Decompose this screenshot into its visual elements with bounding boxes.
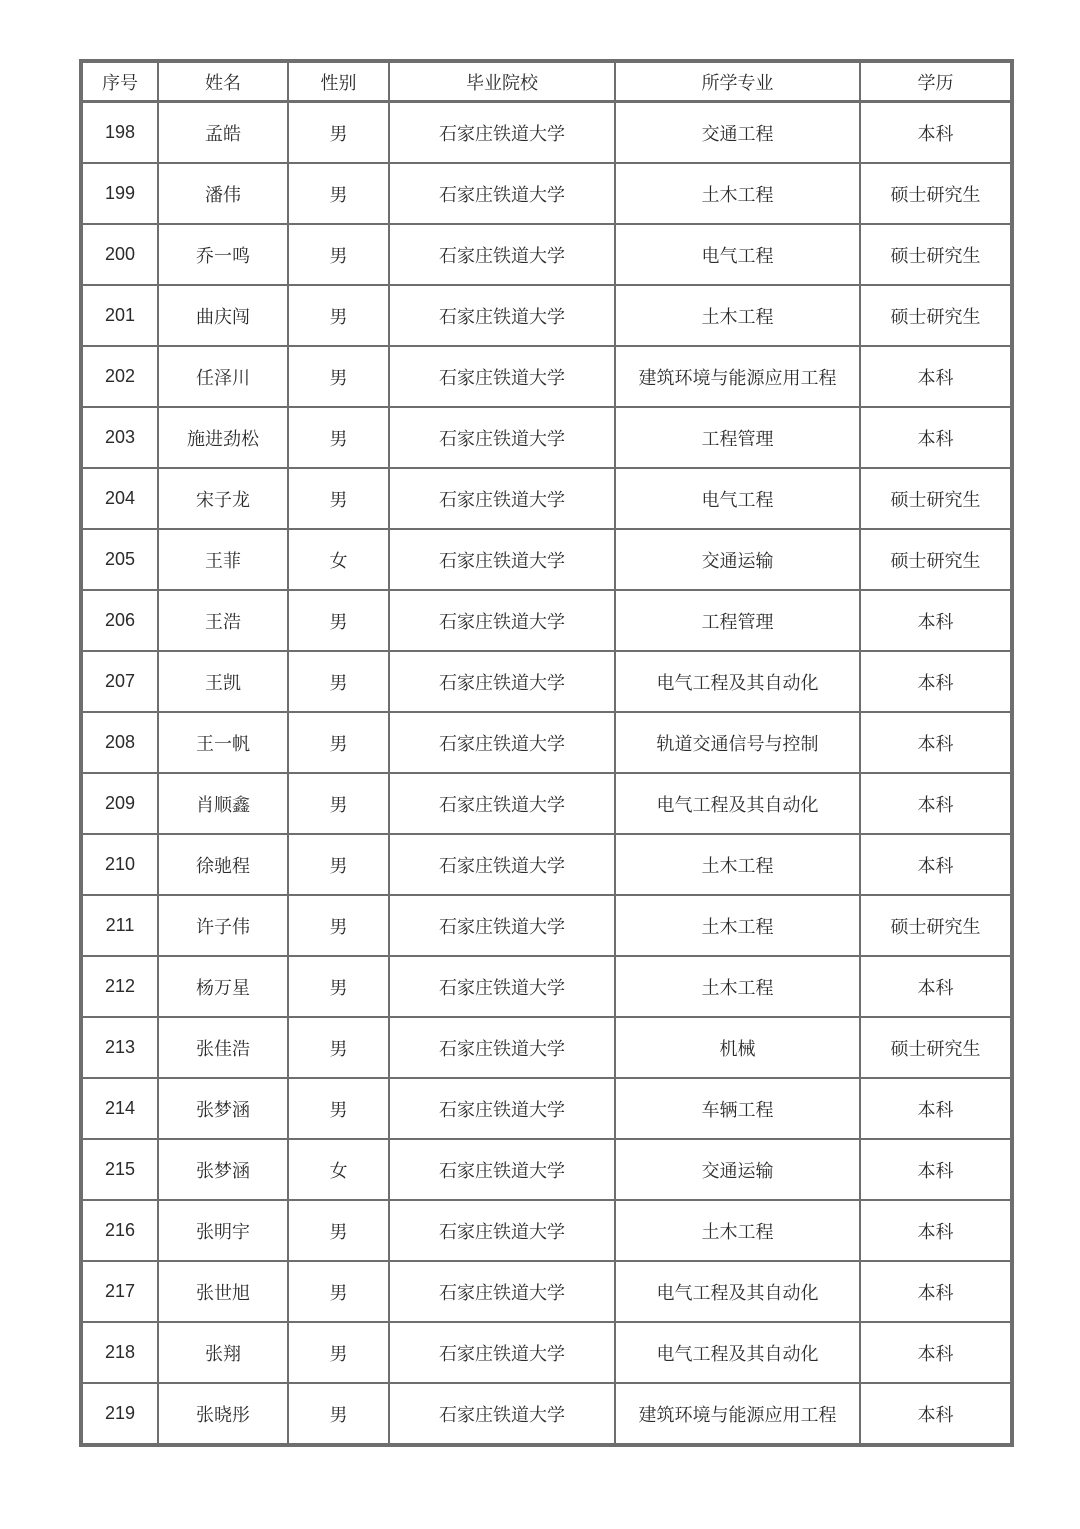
cell-school: 石家庄铁道大学	[389, 1383, 615, 1444]
table-row	[82, 468, 1011, 529]
header-gender: 性别	[288, 62, 389, 102]
cell-major: 工程管理	[615, 407, 860, 468]
cell-major: 交通运输	[615, 529, 860, 590]
cell-seq: 216	[82, 1200, 158, 1261]
cell-seq: 218	[82, 1322, 158, 1383]
cell-degree: 硕士研究生	[860, 468, 1011, 529]
cell-seq: 203	[82, 407, 158, 468]
roster-sheet	[81, 61, 1010, 1445]
cell-name: 任泽川	[158, 346, 288, 407]
cell-name: 徐驰程	[158, 834, 288, 895]
table-row	[82, 1139, 1011, 1200]
cell-major: 电气工程及其自动化	[615, 1322, 860, 1383]
cell-seq: 214	[82, 1078, 158, 1139]
table-row	[82, 1261, 1011, 1322]
cell-degree: 本科	[860, 1383, 1011, 1444]
cell-gender: 男	[288, 590, 389, 651]
cell-name: 潘伟	[158, 163, 288, 224]
cell-gender: 男	[288, 895, 389, 956]
header-seq: 序号	[82, 62, 158, 102]
cell-degree: 硕士研究生	[860, 285, 1011, 346]
cell-degree: 本科	[860, 1322, 1011, 1383]
cell-school: 石家庄铁道大学	[389, 712, 615, 773]
table-row	[82, 224, 1011, 285]
cell-name: 杨万星	[158, 956, 288, 1017]
cell-major: 土木工程	[615, 956, 860, 1017]
cell-name: 张佳浩	[158, 1017, 288, 1078]
cell-gender: 男	[288, 834, 389, 895]
cell-major: 土木工程	[615, 1200, 860, 1261]
roster-table	[81, 61, 1012, 1445]
table-row	[82, 590, 1011, 651]
cell-school: 石家庄铁道大学	[389, 1078, 615, 1139]
cell-school: 石家庄铁道大学	[389, 346, 615, 407]
cell-seq: 201	[82, 285, 158, 346]
cell-name: 王菲	[158, 529, 288, 590]
table-row	[82, 102, 1011, 164]
cell-degree: 本科	[860, 346, 1011, 407]
cell-gender: 男	[288, 346, 389, 407]
cell-school: 石家庄铁道大学	[389, 529, 615, 590]
table-row	[82, 1078, 1011, 1139]
cell-major: 建筑环境与能源应用工程	[615, 1383, 860, 1444]
cell-major: 土木工程	[615, 163, 860, 224]
cell-school: 石家庄铁道大学	[389, 102, 615, 164]
cell-seq: 208	[82, 712, 158, 773]
cell-seq: 198	[82, 102, 158, 164]
cell-degree: 本科	[860, 1139, 1011, 1200]
cell-degree: 本科	[860, 1261, 1011, 1322]
header-major: 所学专业	[615, 62, 860, 102]
cell-degree: 本科	[860, 712, 1011, 773]
cell-seq: 205	[82, 529, 158, 590]
cell-school: 石家庄铁道大学	[389, 163, 615, 224]
cell-gender: 男	[288, 1322, 389, 1383]
table-row	[82, 1200, 1011, 1261]
cell-school: 石家庄铁道大学	[389, 773, 615, 834]
table-row	[82, 773, 1011, 834]
table-row	[82, 407, 1011, 468]
header-degree: 学历	[860, 62, 1011, 102]
cell-name: 张翔	[158, 1322, 288, 1383]
cell-name: 张梦涵	[158, 1078, 288, 1139]
cell-seq: 211	[82, 895, 158, 956]
table-row	[82, 1383, 1011, 1444]
cell-degree: 硕士研究生	[860, 1017, 1011, 1078]
cell-major: 土木工程	[615, 834, 860, 895]
cell-degree: 本科	[860, 1200, 1011, 1261]
cell-seq: 204	[82, 468, 158, 529]
table-row	[82, 285, 1011, 346]
cell-seq: 199	[82, 163, 158, 224]
cell-school: 石家庄铁道大学	[389, 407, 615, 468]
cell-major: 轨道交通信号与控制	[615, 712, 860, 773]
cell-school: 石家庄铁道大学	[389, 468, 615, 529]
cell-gender: 男	[288, 956, 389, 1017]
cell-school: 石家庄铁道大学	[389, 224, 615, 285]
cell-major: 车辆工程	[615, 1078, 860, 1139]
cell-seq: 202	[82, 346, 158, 407]
table-row	[82, 895, 1011, 956]
cell-name: 乔一鸣	[158, 224, 288, 285]
table-row	[82, 163, 1011, 224]
cell-gender: 男	[288, 651, 389, 712]
cell-gender: 男	[288, 468, 389, 529]
cell-gender: 男	[288, 1078, 389, 1139]
cell-degree: 硕士研究生	[860, 529, 1011, 590]
cell-degree: 本科	[860, 773, 1011, 834]
cell-degree: 本科	[860, 651, 1011, 712]
cell-gender: 男	[288, 1200, 389, 1261]
cell-major: 电气工程及其自动化	[615, 651, 860, 712]
cell-major: 工程管理	[615, 590, 860, 651]
cell-degree: 硕士研究生	[860, 895, 1011, 956]
cell-seq: 200	[82, 224, 158, 285]
cell-major: 交通工程	[615, 102, 860, 164]
cell-gender: 女	[288, 1139, 389, 1200]
cell-school: 石家庄铁道大学	[389, 895, 615, 956]
cell-seq: 207	[82, 651, 158, 712]
cell-seq: 215	[82, 1139, 158, 1200]
cell-gender: 男	[288, 712, 389, 773]
cell-school: 石家庄铁道大学	[389, 1261, 615, 1322]
cell-seq: 209	[82, 773, 158, 834]
cell-major: 电气工程及其自动化	[615, 773, 860, 834]
table-row	[82, 1322, 1011, 1383]
cell-major: 交通运输	[615, 1139, 860, 1200]
cell-seq: 210	[82, 834, 158, 895]
cell-degree: 本科	[860, 590, 1011, 651]
cell-name: 张明宇	[158, 1200, 288, 1261]
table-row	[82, 651, 1011, 712]
table-row	[82, 712, 1011, 773]
cell-gender: 男	[288, 224, 389, 285]
cell-gender: 女	[288, 529, 389, 590]
cell-name: 曲庆闯	[158, 285, 288, 346]
cell-school: 石家庄铁道大学	[389, 1017, 615, 1078]
cell-degree: 本科	[860, 102, 1011, 164]
cell-name: 张梦涵	[158, 1139, 288, 1200]
cell-degree: 本科	[860, 834, 1011, 895]
cell-name: 许子伟	[158, 895, 288, 956]
table-row	[82, 1017, 1011, 1078]
cell-seq: 213	[82, 1017, 158, 1078]
cell-gender: 男	[288, 773, 389, 834]
cell-gender: 男	[288, 285, 389, 346]
table-row	[82, 956, 1011, 1017]
cell-name: 张晓彤	[158, 1383, 288, 1444]
table-row	[82, 346, 1011, 407]
cell-gender: 男	[288, 1017, 389, 1078]
cell-name: 施进劲松	[158, 407, 288, 468]
header-name: 姓名	[158, 62, 288, 102]
cell-degree: 硕士研究生	[860, 163, 1011, 224]
cell-major: 建筑环境与能源应用工程	[615, 346, 860, 407]
cell-degree: 本科	[860, 407, 1011, 468]
table-row	[82, 834, 1011, 895]
cell-name: 张世旭	[158, 1261, 288, 1322]
cell-gender: 男	[288, 1261, 389, 1322]
cell-school: 石家庄铁道大学	[389, 1139, 615, 1200]
cell-major: 电气工程	[615, 468, 860, 529]
cell-school: 石家庄铁道大学	[389, 834, 615, 895]
table-header-row	[82, 62, 1011, 102]
cell-school: 石家庄铁道大学	[389, 285, 615, 346]
cell-name: 肖顺鑫	[158, 773, 288, 834]
cell-name: 孟皓	[158, 102, 288, 164]
cell-gender: 男	[288, 1383, 389, 1444]
cell-seq: 219	[82, 1383, 158, 1444]
cell-degree: 本科	[860, 1078, 1011, 1139]
cell-gender: 男	[288, 163, 389, 224]
table-body	[82, 102, 1011, 1445]
header-school: 毕业院校	[389, 62, 615, 102]
cell-gender: 男	[288, 407, 389, 468]
cell-seq: 206	[82, 590, 158, 651]
cell-major: 电气工程	[615, 224, 860, 285]
table-row	[82, 529, 1011, 590]
cell-major: 电气工程及其自动化	[615, 1261, 860, 1322]
cell-name: 王凯	[158, 651, 288, 712]
cell-school: 石家庄铁道大学	[389, 1200, 615, 1261]
cell-school: 石家庄铁道大学	[389, 956, 615, 1017]
cell-degree: 本科	[860, 956, 1011, 1017]
cell-school: 石家庄铁道大学	[389, 590, 615, 651]
cell-name: 王浩	[158, 590, 288, 651]
cell-name: 宋子龙	[158, 468, 288, 529]
cell-school: 石家庄铁道大学	[389, 651, 615, 712]
cell-gender: 男	[288, 102, 389, 164]
cell-school: 石家庄铁道大学	[389, 1322, 615, 1383]
cell-major: 机械	[615, 1017, 860, 1078]
cell-name: 王一帆	[158, 712, 288, 773]
cell-major: 土木工程	[615, 895, 860, 956]
cell-major: 土木工程	[615, 285, 860, 346]
cell-seq: 212	[82, 956, 158, 1017]
cell-degree: 硕士研究生	[860, 224, 1011, 285]
cell-seq: 217	[82, 1261, 158, 1322]
